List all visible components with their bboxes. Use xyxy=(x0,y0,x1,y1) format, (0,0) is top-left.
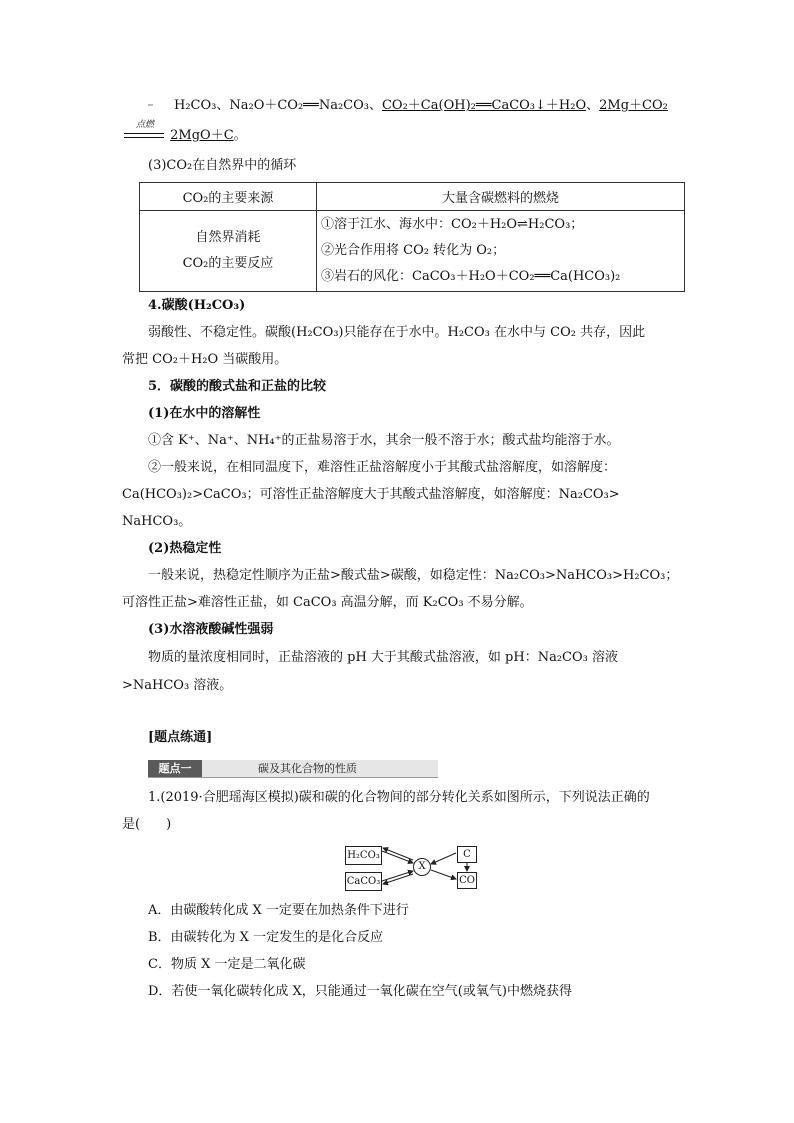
option-b: B．由碳转化为 X 一定发生的是化合反应 xyxy=(148,930,384,945)
paragraph-line: >NaHCO₃ 溶液。 xyxy=(122,678,233,693)
reaction-line: ①溶于江水、海水中：CO₂＋H₂O⇌H₂CO₃； xyxy=(321,217,584,232)
row-label-line: 自然界消耗 xyxy=(195,230,261,245)
practice-heading: [题点练通] xyxy=(148,730,213,745)
paragraph-line: NaHCO₃。 xyxy=(122,514,192,529)
underlined-equation: CO₂＋Ca(OH)₂══CaCO₃↓＋H₂O xyxy=(381,98,587,113)
subsection-title: (3)水溶液酸碱性强弱 xyxy=(148,622,274,637)
section-4-title: 4.碳酸(H₂CO₃) xyxy=(148,298,246,313)
underlined-equation: 2MgO＋C xyxy=(170,128,234,143)
question-stem: 是( ) xyxy=(122,817,172,832)
paragraph-line: ②一般来说，在相同温度下，难溶性正盐溶解度小于其酸式盐溶解度，如溶解度： xyxy=(148,460,617,475)
text-segment: 、 xyxy=(586,98,600,113)
co-box: CO xyxy=(457,872,477,889)
subsection-title: (1)在水中的溶解性 xyxy=(148,406,261,421)
paragraph-line: 一般来说，热稳定性顺序为正盐>酸式盐>碳酸，如稳定性：Na₂CO₃>NaHCO₃>H₂CO₃； xyxy=(148,568,679,583)
table-cell: 大量含碳燃料的燃烧 xyxy=(317,183,685,211)
table-row xyxy=(140,211,685,292)
underlined-equation: 2Mg＋CO₂ xyxy=(599,98,668,113)
table-cell xyxy=(140,211,317,292)
table-cell: CO₂的主要来源 xyxy=(140,183,317,211)
paragraph-line: 物质的量浓度相同时，正盐溶液的 pH 大于其酸式盐溶液，如 pH：Na₂CO₃ 溶液 xyxy=(148,650,618,665)
paragraph-line: Ca(HCO₃)₂>CaCO₃；可溶性正盐溶解度大于其酸式盐溶解度，如溶解度：Na₂CO₃> xyxy=(122,487,620,502)
caco3-box: CaCO₃ xyxy=(345,872,382,891)
h2co3-box: H₂CO₃ xyxy=(345,846,382,865)
table-cell xyxy=(317,211,685,292)
intro-line-2 xyxy=(122,120,247,146)
table-row xyxy=(140,183,685,211)
reaction-line: ②光合作用将 CO₂ 转化为 O₂； xyxy=(321,243,506,258)
condition-label: 点燃 xyxy=(136,120,155,130)
co2-cycle-table xyxy=(139,182,685,292)
paragraph-line: ①含 K⁺、Na⁺、NH₄⁺的正盐易溶于水，其余一般不溶于水；酸式盐均能溶于水。 xyxy=(148,433,620,448)
topic-title: 碳及其化合物的性质 xyxy=(258,762,357,775)
section-5-title: 5．碳酸的酸式盐和正盐的比较 xyxy=(148,379,327,394)
topic-bar xyxy=(148,760,438,778)
text-segment: H₂CO₃、Na₂O＋CO₂══Na₂CO₃、 xyxy=(174,98,382,113)
reaction-line: ③岩石的风化：CaCO₃＋H₂O＋CO₂══Ca(HCO₃)₂ xyxy=(321,269,621,284)
option-d: D．若使一氧化碳转化成 X，只能通过一氧化碳在空气(或氧气)中燃烧获得 xyxy=(148,984,572,999)
scan-mark xyxy=(148,104,153,106)
paragraph-line: 可溶性正盐>难溶性正盐，如 CaCO₃ 高温分解，而 K₂CO₃ 不易分解。 xyxy=(122,595,533,610)
option-c: C．物质 X 一定是二氧化碳 xyxy=(148,957,306,972)
question-stem: 1.(2019·合肥瑶海区模拟)碳和碳的化合物间的部分转化关系如图所示，下列说法正确的 xyxy=(148,790,650,805)
option-a: A．由碳酸转化成 X 一定要在加热条件下进行 xyxy=(148,903,409,918)
subsection-title: (2)热稳定性 xyxy=(148,541,222,556)
row-label-line: CO₂的主要反应 xyxy=(182,256,274,271)
paragraph-line: 弱酸性、不稳定性。碳酸(H₂CO₃)只能存在于水中。H₂CO₃ 在水中与 CO₂ 共存，因此 xyxy=(148,325,646,340)
reaction-condition-arrow xyxy=(122,120,166,146)
section-3-title: (3)CO₂在自然界中的循环 xyxy=(148,158,297,173)
paragraph-line: 常把 CO₂＋H₂O 当碳酸用。 xyxy=(122,352,288,367)
x-node: X xyxy=(413,858,431,876)
topic-tag: 题点一 xyxy=(148,760,202,777)
carbon-box: C xyxy=(457,846,477,863)
text-segment: 。 xyxy=(233,128,247,143)
intro-line-1 xyxy=(174,96,668,116)
